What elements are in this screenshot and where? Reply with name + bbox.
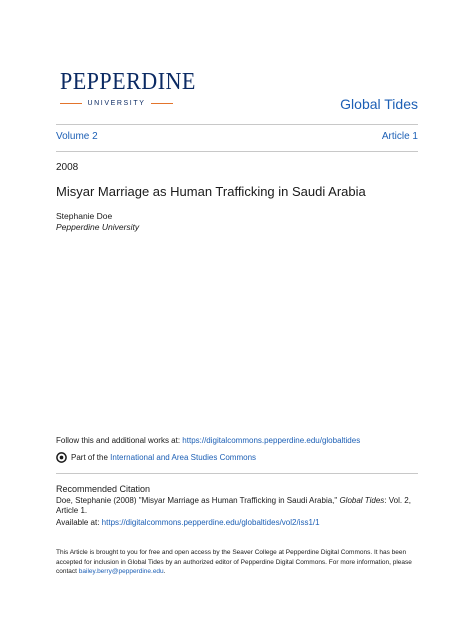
citation-text — [56, 496, 420, 516]
part-of-line — [56, 452, 256, 463]
divider-top — [56, 124, 418, 125]
article-link[interactable]: Article 1 — [381, 131, 418, 142]
citation-journal: Global Tides — [339, 496, 385, 505]
footer-text: This Article is brought to you for free and open access by the Seaver College at Pepperdine Digital Commons. It has been accepted for inclusion in Global Tides by an authorized editor of Pepperdine Digital Commons. For more information, please contact — [56, 549, 412, 575]
access-statement — [56, 548, 420, 577]
commons-link[interactable]: International and Area Studies Commons — [110, 453, 257, 462]
recommended-citation-heading: Recommended Citation — [56, 484, 151, 494]
available-url-link[interactable]: https://digitalcommons.pepperdine.edu/globaltides/vol2/iss1/1 — [101, 518, 320, 527]
logo-rule-right — [151, 103, 173, 104]
journal-link[interactable]: Global Tides — [340, 96, 418, 112]
citation-prefix: Doe, Stephanie (2008) "Misyar Marriage as Human Trafficking in Saudi Arabia," — [56, 496, 340, 505]
follow-line — [56, 436, 360, 445]
follow-prefix: Follow this and additional works at: — [56, 436, 183, 445]
divider-citation — [56, 473, 418, 474]
logo-rule-left — [60, 103, 82, 104]
creative-commons-icon — [56, 452, 67, 463]
follow-url-link[interactable]: https://digitalcommons.pepperdine.edu/globaltides — [182, 436, 361, 445]
author-name: Stephanie Doe — [56, 211, 113, 221]
publication-year: 2008 — [56, 162, 79, 173]
pepperdine-logo — [60, 70, 196, 94]
available-prefix: Available at: — [56, 518, 102, 527]
volume-link[interactable]: Volume 2 — [56, 131, 98, 142]
author-affiliation: Pepperdine University — [56, 222, 140, 232]
available-line — [56, 518, 320, 527]
partof-prefix: Part of the — [71, 453, 108, 462]
logo-university-text: UNIVERSITY — [87, 100, 146, 107]
logo-wordmark: PEPPERDINE — [60, 69, 196, 95]
article-title: Misyar Marriage as Human Trafficking in Saudi Arabia — [56, 184, 366, 199]
citation-suffix: : Vol. 2, Article 1. — [56, 496, 411, 515]
footer-end: . — [163, 568, 166, 575]
logo-subtitle — [60, 99, 173, 109]
divider-volume — [56, 151, 418, 152]
contact-email-link[interactable]: bailey.berry@pepperdine.edu — [78, 568, 164, 575]
